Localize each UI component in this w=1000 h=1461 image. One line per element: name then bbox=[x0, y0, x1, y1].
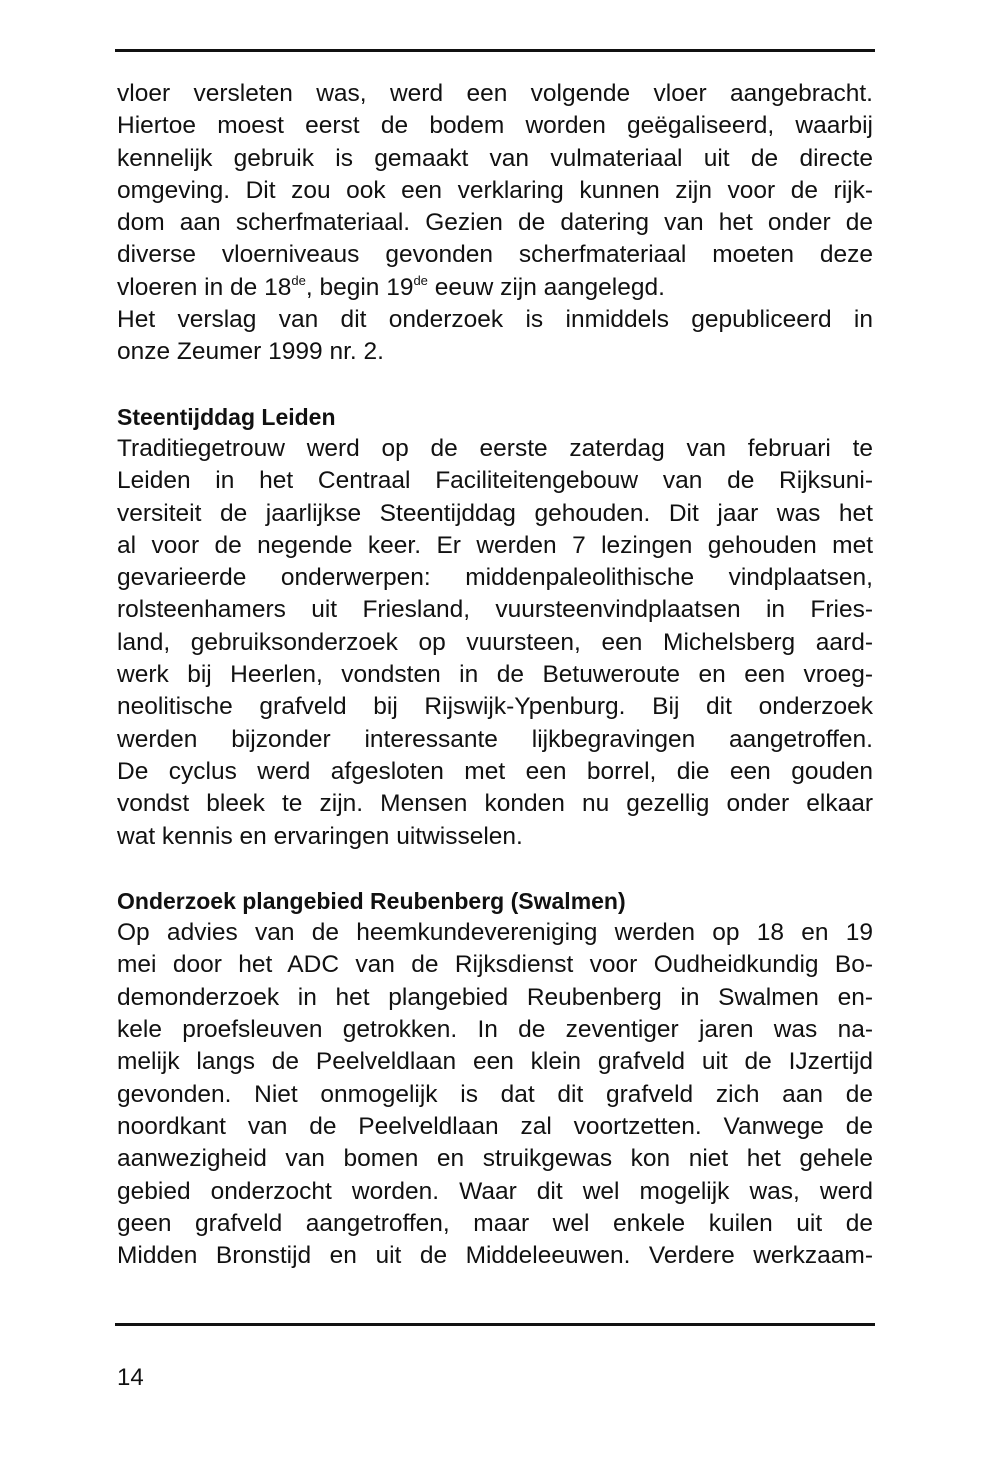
text-line: dom aan scherfmateriaal. Gezien de datering van het onder de bbox=[117, 209, 873, 237]
text-line: kele proefsleuven getrokken. In de zeventiger jaren was na- bbox=[117, 1016, 873, 1044]
text-line: werden bijzonder interessante lijkbegravingen aangetroffen. bbox=[117, 725, 873, 753]
text-line: geen grafveld aangetroffen, maar wel enkele kuilen uit de bbox=[117, 1209, 873, 1237]
paragraph-floor-levels bbox=[117, 78, 873, 304]
bottom-rule bbox=[115, 1323, 875, 1326]
section-heading-steentijddag: Steentijddag Leiden bbox=[117, 403, 336, 430]
ordinal-superscript: de bbox=[413, 272, 428, 288]
top-rule bbox=[115, 49, 875, 52]
text-line: al voor de negende keer. Er werden 7 lezingen gehouden met bbox=[117, 531, 873, 559]
text-line: gevonden. Niet onmogelijk is dat dit grafveld zich aan de bbox=[117, 1080, 873, 1108]
text-line: kennelijk gebruik is gemaakt van vulmateriaal uit de directe bbox=[117, 144, 873, 172]
text-line: mei door het ADC van de Rijksdienst voor Oudheidkundig Bo- bbox=[117, 951, 873, 979]
paragraph-reubenberg bbox=[117, 917, 873, 1272]
text-fragment: , begin 19 bbox=[305, 273, 414, 301]
text-line: Traditiegetrouw werd op de eerste zaterdag van februari te bbox=[117, 434, 873, 462]
text-line bbox=[117, 272, 873, 304]
paragraph-steentijddag bbox=[117, 433, 873, 853]
page-content bbox=[117, 78, 873, 1272]
text-fragment: eeuw zijn aangelegd. bbox=[427, 273, 665, 301]
text-line: gebied onderzocht worden. Waar dit wel mogelijk was, werd bbox=[117, 1177, 873, 1205]
text-fragment: vloeren in de 18 bbox=[117, 273, 292, 301]
text-line: rolsteenhamers uit Friesland, vuursteenvindplaatsen in Fries- bbox=[117, 596, 873, 624]
section-spacer bbox=[117, 853, 873, 885]
ordinal-superscript: de bbox=[291, 272, 306, 288]
text-line: Leiden in het Centraal Faciliteitengebouw van de Rijksuni- bbox=[117, 467, 873, 495]
text-line: melijk langs de Peelveldlaan een klein grafveld uit de IJzertijd bbox=[117, 1048, 873, 1076]
section-heading-reubenberg: Onderzoek plangebied Reubenberg (Swalmen) bbox=[117, 887, 626, 914]
text-line: neolitische grafveld bij Rijswijk-Ypenburg. Bij dit onderzoek bbox=[117, 693, 873, 721]
text-line: werk bij Heerlen, vondsten in de Betuweroute en een vroeg- bbox=[117, 661, 873, 689]
text-line: land, gebruiksonderzoek op vuursteen, een Michelsberg aard- bbox=[117, 628, 873, 656]
page-number: 14 bbox=[117, 1364, 144, 1391]
paragraph-publication bbox=[117, 304, 873, 369]
text-line: Midden Bronstijd en uit de Middeleeuwen. Verdere werkzaam- bbox=[117, 1242, 873, 1270]
text-line: wat kennis en ervaringen uitwisselen. bbox=[117, 822, 523, 850]
text-line: vloer versleten was, werd een volgende vloer aangebracht. bbox=[117, 80, 873, 107]
text-line: versiteit de jaarlijkse Steentijddag gehouden. Dit jaar was het bbox=[117, 499, 873, 527]
text-line: diverse vloerniveaus gevonden scherfmateriaal moeten deze bbox=[117, 241, 873, 269]
text-line: noordkant van de Peelveldlaan zal voortzetten. Vanwege de bbox=[117, 1112, 873, 1140]
text-line: aanwezigheid van bomen en struikgewas kon niet het gehele bbox=[117, 1145, 873, 1173]
text-line: onze Zeumer 1999 nr. 2. bbox=[117, 338, 384, 366]
text-line: Op advies van de heemkundevereniging werden op 18 en 19 bbox=[117, 919, 873, 947]
text-line: Hiertoe moest eerst de bodem worden geëgaliseerd, waarbij bbox=[117, 112, 873, 140]
text-line: De cyclus werd afgesloten met een borrel, die een gouden bbox=[117, 757, 873, 785]
text-line: vondst bleek te zijn. Mensen konden nu gezellig onder elkaar bbox=[117, 790, 873, 818]
text-line: gevarieerde onderwerpen: middenpaleolithische vindplaatsen, bbox=[117, 564, 873, 592]
text-line: omgeving. Dit zou ook een verklaring kunnen zijn voor de rijk- bbox=[117, 176, 873, 204]
section-spacer bbox=[117, 369, 873, 401]
text-line: demonderzoek in het plangebied Reubenberg in Swalmen en- bbox=[117, 983, 873, 1011]
text-line: Het verslag van dit onderzoek is inmiddels gepubliceerd in bbox=[117, 306, 873, 334]
